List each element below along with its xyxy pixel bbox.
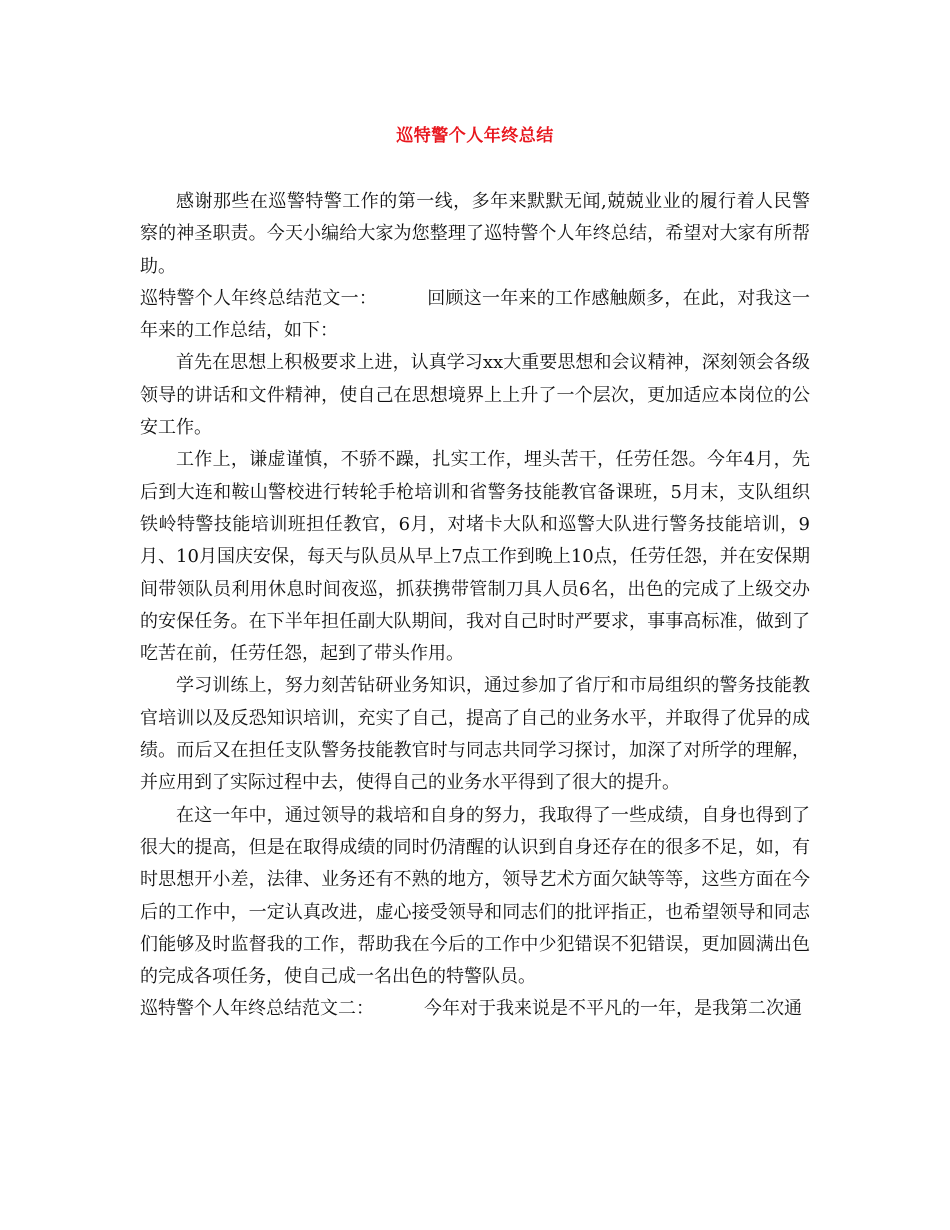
section-two-heading: [140, 993, 810, 1025]
section-two-lead: 今年对于我来说是不平凡的一年，是我第二次通: [424, 998, 802, 1020]
section-one-heading: [140, 283, 810, 348]
paragraph-study: 学习训练上，努力刻苦钻研业务知识，通过参加了省厅和市局组织的警务技能教官培训以及反恐知识培训，充实了自己，提高了自己的业务水平，并取得了优异的成绩。而后又在担任支队警务技能教官时与同志共同学习探讨，加深了对所学的理解，并应用到了实际过程中去，使得自己的业务水平得到了很大的提升。: [140, 675, 810, 794]
section-two-label: 巡特警个人年终总结范文二：: [140, 998, 374, 1020]
paragraph-summary: 在这一年中，通过领导的栽培和自身的努力，我取得了一些成绩，自身也得到了很大的提高，但是在取得成绩的同时仍清醒的认识到自身还存在的很多不足，如，有时思想开小差，法律、业务还有不熟的地方，领导艺术方面欠缺等等，这些方面在今后的工作中，一定认真改进，虚心接受领导和同志们的批评指正，也希望领导和同志们能够及时监督我的工作，帮助我在今后的工作中少犯错误不犯错误，更加圆满出色的完成各项任务，使自己成一名出色的特警队员。: [140, 804, 810, 988]
section-one-lead: 回顾这一年来的工作感触颇多，在此，对我这一年来的工作总结，如下：: [140, 287, 811, 342]
intro-paragraph: 感谢那些在巡警特警工作的第一线，多年来默默无闻,兢兢业业的履行着人民警察的神圣职责。今天小编给大家为您整理了巡特警个人年终总结，希望对大家有所帮助。: [140, 191, 810, 277]
document-body: [140, 186, 810, 1026]
paragraph-work: 工作上，谦虚谨慎，不骄不躁，扎实工作，埋头苦干，任劳任怨。今年4月，先后到大连和鞍山警校进行转轮手枪培训和省警务技能教官备课班，5月末，支队组织铁岭特警技能培训班担任教官，6月，对堵卡大队和巡警大队进行警务技能培训，9月、10月国庆安保，每天与队员从早上7点工作到晚上10点，任劳任怨，并在安保期间带领队员利用休息时间夜巡，抓获携带管制刀具人员6名，出色的完成了上级交办的安保任务。在下半年担任副大队期间，我对自己时时严要求，事事高标准，做到了吃苦在前，任劳任怨，起到了带头作用。: [140, 449, 810, 665]
document-title: 巡特警个人年终总结: [396, 126, 554, 146]
paragraph-thought: 首先在思想上积极要求上进，认真学习xx大重要思想和会议精神，深刻领会各级领导的讲话和文件精神，使自己在思想境界上上升了一个层次，更加适应本岗位的公安工作。: [140, 352, 810, 439]
section-one-label: 巡特警个人年终总结范文一：: [140, 287, 378, 309]
